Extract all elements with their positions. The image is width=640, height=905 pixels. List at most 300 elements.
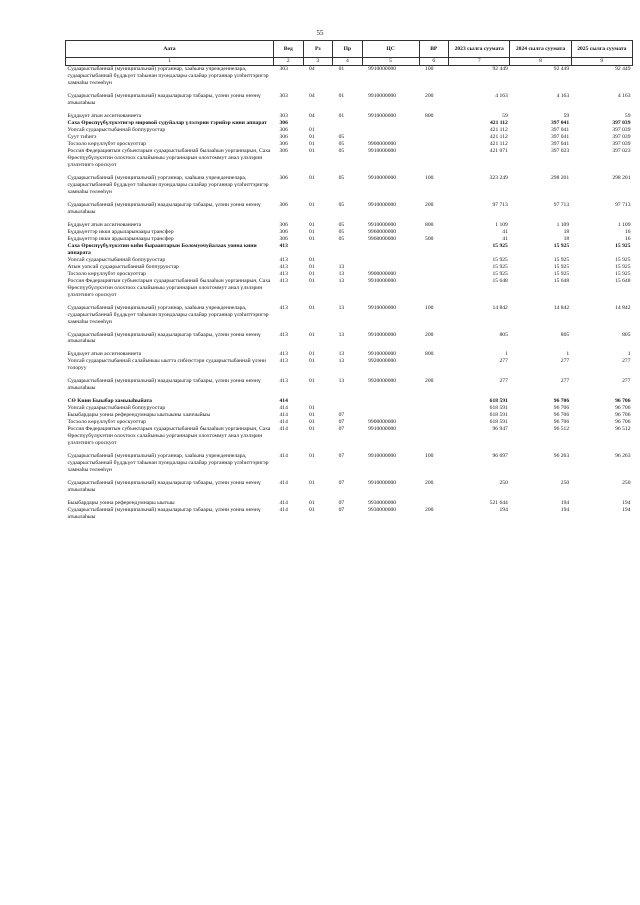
page-number: 55 bbox=[316, 29, 324, 37]
row-cs: 9910000000 bbox=[368, 66, 397, 72]
row-2025: 15 925 bbox=[615, 263, 631, 270]
row-2024: 96 706 bbox=[553, 398, 570, 405]
row-ved: 306 bbox=[279, 119, 288, 126]
row-vr: 100 bbox=[425, 453, 434, 460]
row-pr bbox=[333, 392, 363, 405]
row-name: Судаарыстыбаннай (муниципальнай) наадыларыгар табаары, үлэни уонна өҥөнү атыылаһыы bbox=[67, 92, 261, 106]
row-cs: 9910000000 bbox=[368, 480, 397, 487]
row-pr: 13 bbox=[338, 378, 345, 385]
column-number: 7 bbox=[449, 58, 510, 66]
row-pr: 07 bbox=[338, 507, 345, 514]
row-cs bbox=[362, 405, 419, 412]
row-pr: 05 bbox=[338, 133, 345, 140]
row-name: Судаарыстыбаннай (муниципальнай) наадыларыгар табаары, үлэни уонна өҥөнү атыылаһыы bbox=[67, 480, 261, 494]
table-row bbox=[66, 236, 633, 243]
row-vr: 200 bbox=[425, 201, 434, 208]
row-2025: 14 842 bbox=[615, 304, 631, 311]
row-2025: 397 039 bbox=[612, 133, 631, 140]
row-ved: 413 bbox=[279, 331, 288, 338]
row-name: Судаарыстыбаннай (муниципальнай) уорганнар, хааһына учреждениелара, судаарыстыбаннай бүддьүөт таһынан пуондалары салайар уорганнар үлэһиттэригэр хамнаһы төлөөһүн bbox=[67, 66, 269, 86]
row-2024: 805 bbox=[560, 331, 570, 338]
row-name: СӨ Киин Быыбар хамыыһыйата bbox=[67, 398, 152, 405]
row-cs bbox=[362, 243, 419, 257]
row-rz: 01 bbox=[309, 126, 315, 133]
row-2025: 277 bbox=[622, 358, 631, 365]
row-pr: 05 bbox=[338, 174, 345, 181]
row-cs: 9910000000 bbox=[368, 304, 397, 311]
row-ved: 303 bbox=[279, 112, 288, 119]
row-ved: 306 bbox=[279, 221, 288, 228]
row-vr bbox=[419, 271, 449, 278]
row-vr: 100 bbox=[425, 66, 434, 72]
row-2023: 277 bbox=[499, 358, 508, 365]
row-2024: 15 925 bbox=[553, 256, 570, 263]
row-name: Судаарыстыбаннай (муниципальнай) уорганнар, хааһына учреждениелара, судаарыстыбаннай бүддьүөт таһынан пуондалары салайар уорганнар үлэһиттэригэр хамнаһы төлөөһүн bbox=[67, 174, 269, 195]
row-rz: 01 bbox=[309, 174, 315, 181]
row-vr bbox=[419, 127, 449, 134]
row-vr bbox=[419, 141, 449, 148]
row-2024: 15 648 bbox=[553, 277, 570, 284]
row-name: Россия Федерациятын субъектарын судаарыстыбаннай былааһын уорганнарын, Саха Өрөспүүбүлүкэтин олохтоох салайыныы уорганнарын олохтоммут анал үлэлэрин үлэлэтиигэ ороскуот bbox=[67, 277, 271, 298]
row-2025: 4 163 bbox=[617, 92, 631, 99]
row-2024: 397 041 bbox=[550, 126, 570, 133]
row-2023: 618 591 bbox=[489, 419, 508, 426]
row-2025: 1 109 bbox=[617, 221, 631, 228]
row-2025: 92 449 bbox=[615, 66, 631, 72]
row-rz: 01 bbox=[309, 221, 315, 228]
row-rz: 01 bbox=[309, 405, 315, 412]
row-2025: 96 263 bbox=[615, 453, 631, 460]
column-number: 9 bbox=[571, 58, 632, 66]
row-rz: 04 bbox=[309, 112, 315, 119]
row-rz: 01 bbox=[309, 507, 315, 514]
row-pr bbox=[333, 243, 363, 257]
row-rz: 01 bbox=[309, 228, 315, 235]
row-ved: 303 bbox=[279, 92, 288, 99]
row-pr: 01 bbox=[338, 112, 345, 119]
row-2023: 92 449 bbox=[492, 66, 508, 72]
row-name: Тосхоло көрүллүбэт ороскуоттар bbox=[67, 419, 146, 426]
row-pr: 05 bbox=[338, 235, 345, 242]
row-2025: 194 bbox=[622, 500, 631, 507]
row-2024: 1 109 bbox=[556, 221, 570, 228]
row-name: Уопсай судаарыстыбаннай боппуруостар bbox=[67, 256, 166, 263]
table-row bbox=[66, 216, 633, 229]
row-name: Уопсай судаарыстыбаннай салайыныы ыытта сибиэстэри судаарыстыбаннай үлэни толоруу bbox=[67, 358, 266, 372]
row-rz: 01 bbox=[309, 419, 315, 426]
table-row bbox=[66, 264, 633, 271]
row-pr: 01 bbox=[338, 92, 345, 99]
table-row bbox=[66, 127, 633, 134]
header-vr: ВР bbox=[419, 41, 449, 58]
row-name: Бүддьүөттэр икки ардыларынааҕы трансфер bbox=[67, 235, 174, 242]
table-row bbox=[66, 299, 633, 326]
row-2025: 96 706 bbox=[615, 412, 631, 419]
row-name: Судаарыстыбаннай (муниципальнай) уорганнар, хааһына учреждениелара, судаарыстыбаннай бүддьүөт таһынан пуондалары салайар уорганнар үлэһиттэригэр хамнаһы төлөөһүн bbox=[67, 453, 269, 474]
row-cs bbox=[362, 392, 419, 405]
row-pr: 05 bbox=[338, 140, 345, 147]
row-2023: 15 648 bbox=[492, 277, 508, 284]
row-ved: 306 bbox=[279, 147, 288, 154]
row-rz: 01 bbox=[309, 351, 315, 358]
row-cs: 9910000000 bbox=[368, 277, 397, 284]
table-row bbox=[66, 507, 633, 521]
row-pr: 05 bbox=[338, 201, 345, 208]
row-vr bbox=[419, 426, 449, 447]
row-2024: 96 706 bbox=[553, 419, 570, 426]
row-2025: 397 039 bbox=[612, 119, 631, 126]
table-row bbox=[66, 447, 633, 474]
row-rz: 01 bbox=[309, 426, 315, 433]
column-number: 4 bbox=[333, 58, 363, 66]
row-2023: 618 591 bbox=[489, 412, 508, 419]
row-vr bbox=[419, 243, 449, 257]
row-cs: 9920000000 bbox=[368, 378, 397, 385]
row-rz: 01 bbox=[309, 412, 315, 419]
row-ved: 306 bbox=[279, 140, 288, 147]
table-row bbox=[66, 141, 633, 148]
header-2025: 2025 сылга суумата bbox=[571, 41, 632, 58]
row-2024: 59 bbox=[563, 112, 570, 119]
row-2025: 277 bbox=[622, 378, 631, 385]
row-pr bbox=[333, 257, 363, 264]
row-pr: 05 bbox=[338, 221, 345, 228]
row-cs: 9930000000 bbox=[368, 507, 397, 514]
row-2024: 277 bbox=[560, 378, 570, 385]
row-ved: 306 bbox=[279, 235, 288, 242]
row-2023: 41 bbox=[502, 228, 508, 235]
row-2025: 96 512 bbox=[615, 426, 631, 433]
table-row bbox=[66, 271, 633, 278]
row-pr: 07 bbox=[338, 412, 345, 419]
row-vr: 800 bbox=[425, 221, 434, 228]
budget-table bbox=[65, 40, 633, 521]
row-pr: 07 bbox=[338, 426, 345, 433]
row-2023: 323 249 bbox=[489, 174, 508, 181]
row-pr bbox=[333, 120, 363, 127]
row-2024: 14 842 bbox=[553, 304, 570, 311]
table-row bbox=[66, 257, 633, 264]
row-ved: 414 bbox=[279, 500, 288, 507]
row-name: Россия Федерациятын субъектарын судаарыстыбаннай былааһын уорганнарын, Саха Өрөспүүбүлүкэтин олохтоох салайыныы уорганнарын олохтоммут анал үлэлэрин үлэлэтиигэ ороскуот bbox=[67, 426, 271, 447]
row-name: Судаарыстыбаннай (муниципальнай) наадыларыгар табаары, үлэни уонна өҥөнү атыылаһыы bbox=[67, 201, 261, 215]
row-2024: 15 925 bbox=[553, 263, 570, 270]
row-cs: 9910000000 bbox=[368, 174, 397, 181]
row-vr: 500 bbox=[425, 235, 434, 242]
row-pr: 05 bbox=[338, 147, 345, 154]
row-vr: 800 bbox=[425, 351, 434, 358]
row-vr bbox=[419, 264, 449, 271]
row-ved: 306 bbox=[279, 126, 288, 133]
row-ved: 413 bbox=[279, 358, 288, 365]
row-vr bbox=[419, 419, 449, 426]
row-2024: 96 706 bbox=[553, 405, 570, 412]
row-name: Уопсай судаарыстыбаннай боппуруостар bbox=[67, 126, 166, 133]
row-vr bbox=[419, 229, 449, 236]
row-pr: 07 bbox=[338, 500, 345, 507]
row-ved: 414 bbox=[279, 507, 288, 514]
table-row bbox=[66, 134, 633, 141]
row-vr: 800 bbox=[425, 112, 434, 119]
row-rz: 01 bbox=[309, 147, 315, 154]
row-vr bbox=[419, 278, 449, 299]
row-2025: 96 706 bbox=[615, 398, 631, 405]
row-rz: 01 bbox=[309, 331, 315, 338]
row-2025: 298 201 bbox=[612, 174, 631, 181]
row-cs: 9910000000 bbox=[368, 147, 397, 154]
row-2024: 194 bbox=[560, 507, 570, 514]
row-cs: 9900000000 bbox=[368, 270, 397, 277]
row-rz: 01 bbox=[309, 378, 315, 385]
row-2023: 421 112 bbox=[489, 119, 508, 126]
row-ved: 413 bbox=[279, 256, 288, 263]
row-2024: 4 163 bbox=[556, 92, 570, 99]
row-ved: 306 bbox=[279, 133, 288, 140]
row-cs: 9960000000 bbox=[368, 235, 397, 242]
row-2023: 618 591 bbox=[489, 398, 508, 405]
table-row bbox=[66, 120, 633, 127]
row-pr: 13 bbox=[338, 351, 345, 358]
row-vr bbox=[419, 120, 449, 127]
row-pr: 01 bbox=[338, 66, 345, 72]
table-row bbox=[66, 196, 633, 216]
header-cs: ЦС bbox=[362, 41, 419, 58]
row-pr bbox=[333, 127, 363, 134]
row-vr bbox=[419, 392, 449, 405]
row-pr: 13 bbox=[338, 304, 345, 311]
row-2024: 277 bbox=[560, 358, 570, 365]
row-rz: 04 bbox=[309, 92, 315, 99]
row-name: Быыбардары уонна референдумнары ыытыыны хааччыйыы bbox=[67, 412, 211, 419]
row-2025: 805 bbox=[622, 331, 631, 338]
row-2023: 521 644 bbox=[489, 500, 508, 507]
row-2023: 1 bbox=[505, 351, 508, 358]
row-2023: 805 bbox=[499, 331, 508, 338]
row-cs: 9910000000 bbox=[368, 92, 397, 99]
row-name: Уопсай судаарыстыбаннай боппуруостар bbox=[67, 405, 166, 412]
row-2025: 194 bbox=[622, 507, 631, 514]
row-rz: 01 bbox=[309, 277, 315, 284]
row-ved: 413 bbox=[279, 378, 288, 385]
row-2023: 250 bbox=[499, 480, 508, 487]
row-ved: 306 bbox=[279, 174, 288, 181]
row-pr: 07 bbox=[338, 480, 345, 487]
row-2023: 1 109 bbox=[495, 221, 508, 228]
row-2023: 96 947 bbox=[492, 426, 508, 433]
row-2023: 15 925 bbox=[492, 270, 508, 277]
row-vr bbox=[419, 405, 449, 412]
row-2025: 397 023 bbox=[612, 147, 631, 154]
row-2025: 96 706 bbox=[615, 405, 631, 412]
row-cs: 9920000000 bbox=[368, 358, 397, 365]
row-2024: 96 706 bbox=[553, 412, 570, 419]
column-number: 1 bbox=[66, 58, 274, 66]
row-ved: 413 bbox=[279, 242, 288, 249]
row-rz: 01 bbox=[309, 304, 315, 311]
table-row bbox=[66, 412, 633, 419]
row-pr: 13 bbox=[338, 270, 345, 277]
row-ved: 413 bbox=[279, 263, 288, 270]
row-2024: 97 713 bbox=[553, 201, 570, 208]
row-name: Суут тиһигэ bbox=[67, 133, 97, 140]
row-cs: 9910000000 bbox=[368, 221, 397, 228]
column-number: 8 bbox=[510, 58, 571, 66]
row-ved: 306 bbox=[279, 201, 288, 208]
row-pr: 13 bbox=[338, 358, 345, 365]
table-header bbox=[66, 41, 633, 66]
column-number: 3 bbox=[303, 58, 333, 66]
row-cs bbox=[362, 257, 419, 264]
row-name: Бүддьүөт атын ассигнованиета bbox=[67, 351, 142, 358]
budget-page bbox=[65, 40, 640, 521]
row-vr bbox=[419, 358, 449, 372]
row-rz: 01 bbox=[309, 270, 315, 277]
header-2023: 2023 сылга суумата bbox=[449, 41, 510, 58]
row-vr: 200 bbox=[425, 507, 434, 514]
row-pr bbox=[333, 405, 363, 412]
row-name: Россия Федерациятын субъектарын судаарыстыбаннай былааһын уорганнарын, Саха Өрөспүүбүлүкэтин олохтоох салайыныы уорганнарын олохтоммут анал үлэлэрин үлэлэтиигэ ороскуот bbox=[67, 147, 271, 168]
row-ved: 413 bbox=[279, 270, 288, 277]
table-body bbox=[66, 66, 633, 522]
row-cs bbox=[362, 127, 419, 134]
row-pr: 07 bbox=[338, 453, 345, 460]
row-vr: 200 bbox=[425, 331, 434, 338]
row-rz bbox=[303, 243, 333, 257]
table-row bbox=[66, 494, 633, 507]
row-2025: 250 bbox=[622, 480, 631, 487]
row-cs: 9910000000 bbox=[368, 453, 397, 460]
row-cs: 9900000000 bbox=[368, 419, 397, 426]
row-name: Бүддьүөт атын ассигнованиета bbox=[67, 112, 142, 119]
row-name: Тосхоло көрүллүбэт ороскуоттар bbox=[67, 270, 146, 277]
row-2023: 97 713 bbox=[492, 201, 508, 208]
row-cs bbox=[362, 412, 419, 419]
row-vr bbox=[419, 134, 449, 141]
row-cs: 9910000000 bbox=[368, 426, 397, 433]
row-pr: 13 bbox=[338, 277, 345, 284]
row-cs: 9930000000 bbox=[368, 500, 397, 507]
row-vr bbox=[419, 148, 449, 169]
row-name: Судаарыстыбаннай (муниципальнай) наадыларыгар табаары, үлэни уонна өҥөнү атыылаһыы bbox=[67, 507, 261, 521]
row-2024: 1 bbox=[566, 351, 570, 358]
row-2023: 194 bbox=[499, 507, 508, 514]
row-rz: 01 bbox=[309, 480, 315, 487]
row-ved: 414 bbox=[279, 453, 288, 460]
row-2025: 97 713 bbox=[615, 201, 631, 208]
row-rz: 01 bbox=[309, 500, 315, 507]
column-number: 2 bbox=[273, 58, 303, 66]
row-2024: 397 041 bbox=[550, 119, 570, 126]
table-row bbox=[66, 169, 633, 196]
header-name: Аата bbox=[66, 41, 274, 58]
row-ved: 413 bbox=[279, 277, 288, 284]
row-2023: 421 071 bbox=[489, 147, 508, 154]
table-row bbox=[66, 229, 633, 236]
row-rz: 01 bbox=[309, 235, 315, 242]
table-row bbox=[66, 345, 633, 358]
table-row bbox=[66, 392, 633, 405]
row-2023: 4 163 bbox=[495, 92, 508, 99]
header-pr: Пр bbox=[333, 41, 363, 58]
row-2024: 18 bbox=[563, 235, 570, 242]
column-number: 6 bbox=[419, 58, 449, 66]
row-ved: 413 bbox=[279, 304, 288, 311]
row-vr bbox=[419, 412, 449, 419]
row-ved: 414 bbox=[279, 419, 288, 426]
table-row bbox=[66, 474, 633, 494]
header-ved: Вед bbox=[273, 41, 303, 58]
row-name: Судаарыстыбаннай (муниципальнай) наадыларыгар табаары, үлэни уонна өҥөнү атыылаһыы bbox=[67, 378, 261, 392]
row-cs bbox=[362, 120, 419, 127]
row-rz: 01 bbox=[309, 358, 315, 365]
row-name: Тосхоло көрүллүбэт ороскуоттар bbox=[67, 140, 146, 147]
header-rz: Рз bbox=[303, 41, 333, 58]
row-vr: 200 bbox=[425, 480, 434, 487]
row-pr: 05 bbox=[338, 228, 345, 235]
row-2025: 15 648 bbox=[615, 277, 631, 284]
row-2025: 16 bbox=[624, 235, 631, 242]
row-ved: 306 bbox=[279, 228, 288, 235]
row-2025: 15 925 bbox=[615, 256, 631, 263]
row-2024: 18 bbox=[563, 228, 570, 235]
row-2024: 250 bbox=[560, 480, 570, 487]
row-rz: 01 bbox=[309, 201, 315, 208]
row-2024: 397 041 bbox=[550, 133, 570, 140]
row-2025: 96 706 bbox=[615, 419, 631, 426]
row-2025: 59 bbox=[624, 112, 631, 119]
row-pr: 13 bbox=[338, 263, 345, 270]
row-ved: 303 bbox=[279, 66, 288, 72]
row-2023: 14 842 bbox=[492, 304, 508, 311]
row-2024: 96 263 bbox=[553, 453, 570, 460]
row-name: Судаарыстыбаннай (муниципальнай) уорганнар, хааһына учреждениелара, судаарыстыбаннай бүддьүөт таһынан пуондалары салайар уорганнар үлэһиттэригэр хамнаһы төлөөһүн bbox=[67, 304, 269, 325]
row-2023: 59 bbox=[502, 112, 508, 119]
row-cs: 9910000000 bbox=[368, 351, 397, 358]
row-2023: 618 591 bbox=[489, 405, 508, 412]
table-row bbox=[66, 426, 633, 447]
table-row bbox=[66, 107, 633, 120]
row-2024: 15 925 bbox=[553, 242, 570, 249]
row-2024: 96 512 bbox=[553, 426, 570, 433]
row-2024: 298 201 bbox=[550, 174, 570, 181]
row-2023: 15 925 bbox=[492, 263, 508, 270]
row-2024: 397 023 bbox=[550, 147, 570, 154]
row-rz: 01 bbox=[309, 133, 315, 140]
row-name: Атын уопсай судаарыстыбаннай боппуруостар bbox=[67, 263, 179, 270]
table-row bbox=[66, 148, 633, 169]
row-2023: 421 112 bbox=[489, 126, 508, 133]
row-2023: 421 112 bbox=[489, 133, 508, 140]
row-rz: 01 bbox=[309, 140, 315, 147]
row-2024: 397 041 bbox=[550, 140, 570, 147]
row-cs: 9910000000 bbox=[368, 331, 397, 338]
table-row bbox=[66, 372, 633, 392]
row-vr bbox=[419, 494, 449, 507]
row-rz bbox=[303, 392, 333, 405]
row-vr: 200 bbox=[425, 378, 434, 385]
row-ved: 414 bbox=[279, 412, 288, 419]
table-row bbox=[66, 66, 633, 87]
row-2025: 397 039 bbox=[612, 140, 631, 147]
row-2025: 16 bbox=[624, 228, 631, 235]
table-row bbox=[66, 278, 633, 299]
row-2023: 15 925 bbox=[492, 256, 508, 263]
header-2024: 2024 сылга суумата bbox=[510, 41, 571, 58]
row-ved: 414 bbox=[279, 398, 288, 405]
row-ved: 414 bbox=[279, 426, 288, 433]
table-row bbox=[66, 326, 633, 346]
row-2024: 194 bbox=[560, 500, 570, 507]
